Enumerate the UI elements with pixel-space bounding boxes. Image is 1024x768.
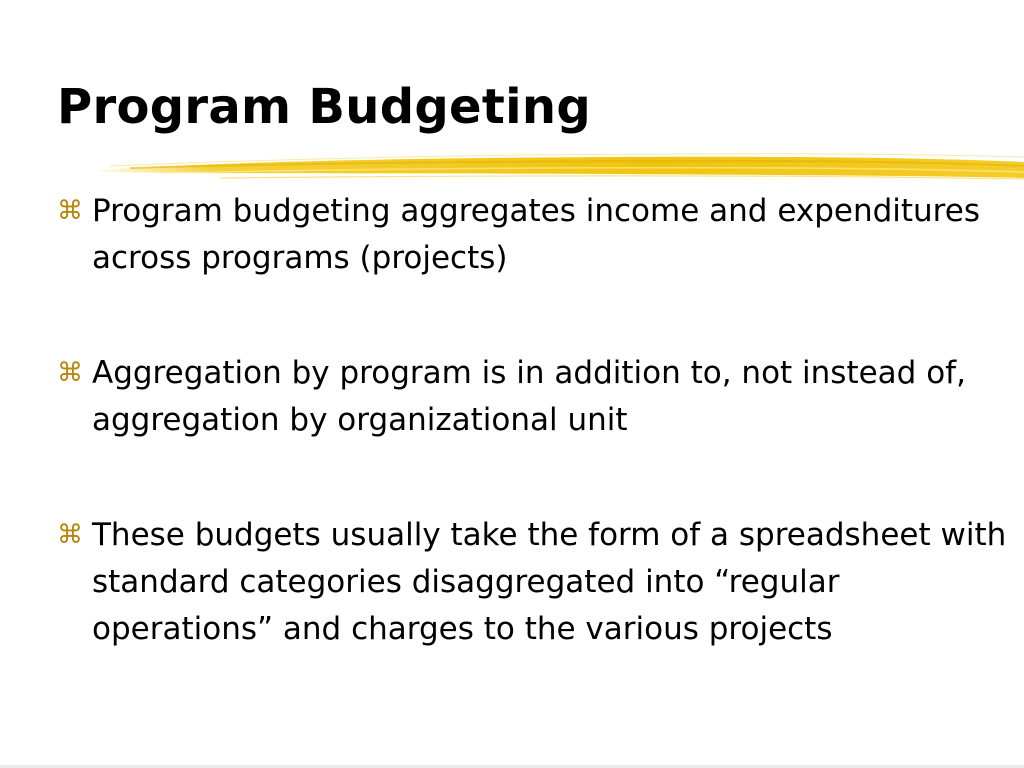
bullet-text: Program budgeting aggregates income and expenditures across programs (projects)	[92, 193, 980, 276]
command-key-icon: ⌘	[57, 196, 83, 226]
bullet-item	[57, 350, 1022, 444]
title-underline-brushstroke	[100, 148, 1024, 188]
bullet-text: These budgets usually take the form of a spreadsheet with standard categories disaggregated into “regular operations” and charges to the various projects	[92, 517, 1007, 647]
slide-title: Program Budgeting	[57, 79, 592, 135]
bullet-item	[57, 512, 1022, 653]
bullet-list	[57, 188, 1022, 653]
command-key-icon: ⌘	[57, 358, 83, 388]
command-key-icon: ⌘	[57, 520, 83, 550]
bullet-text: Aggregation by program is in addition to, not instead of, aggregation by organizational unit	[92, 355, 966, 438]
bullet-item	[57, 188, 1022, 282]
